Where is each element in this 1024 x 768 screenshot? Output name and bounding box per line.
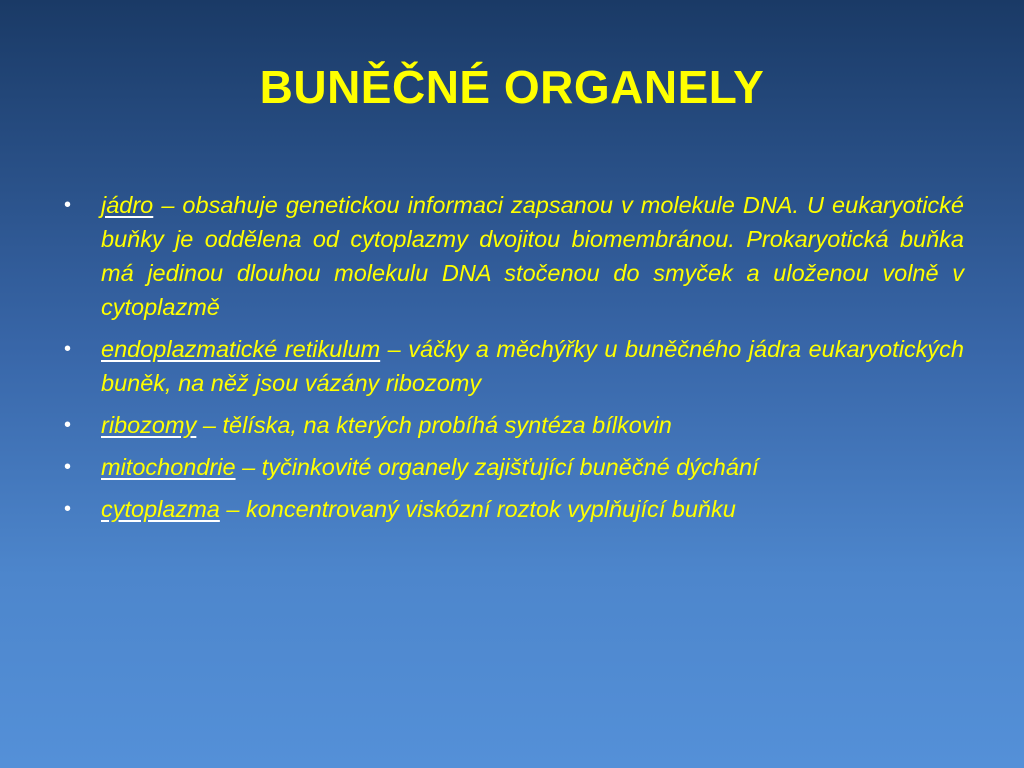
term-ribozomy: ribozomy xyxy=(101,412,197,438)
bullet-dot-icon: • xyxy=(64,498,72,520)
definition-mitochondrie: – tyčinkovité organely zajišťující buněčné dýchání xyxy=(235,454,759,480)
definition-cytoplazma: – koncentrovaný viskózní roztok vyplňující buňku xyxy=(219,496,736,522)
definition-ribozomy: – tělíska, na kterých probíhá syntéza bílkovin xyxy=(196,412,672,438)
term-mitochondrie: mitochondrie xyxy=(101,454,236,480)
slide-title: BUNĚČNÉ ORGANELY xyxy=(259,61,765,113)
bullet-item-ribozomy xyxy=(60,408,964,442)
term-jadro: jádro xyxy=(101,192,154,218)
bullet-dot-icon: • xyxy=(64,338,72,360)
bullet-dot-icon: • xyxy=(64,414,72,436)
term-cytoplazma: cytoplazma xyxy=(101,496,220,522)
bullet-list xyxy=(60,188,964,534)
term-endoplazmaticke-retikulum: endoplazmatické retikulum xyxy=(101,336,381,362)
bullet-dot-icon: • xyxy=(64,194,72,216)
bullet-dot-icon: • xyxy=(64,456,72,478)
bullet-item-mitochondrie xyxy=(60,450,964,484)
definition-jadro: – obsahuje genetickou informaci zapsanou v molekule DNA. U eukaryotické buňky je oddělena od cytoplazmy dvojitou biomembránou. Prokaryotická buňka má jedinou dlouhou molekulu DNA stočenou do smyček a uloženou volně v cytoplazmě xyxy=(101,192,964,320)
bullet-item-jadro xyxy=(60,188,964,324)
definition-endoplazmaticke-retikulum: – váčky a měchýřky u buněčného jádra eukaryotických buněk, na něž jsou vázány ribozomy xyxy=(101,336,964,396)
bullet-item-cytoplazma xyxy=(60,492,964,526)
bullet-item-endoplazmaticke-retikulum xyxy=(60,332,964,400)
